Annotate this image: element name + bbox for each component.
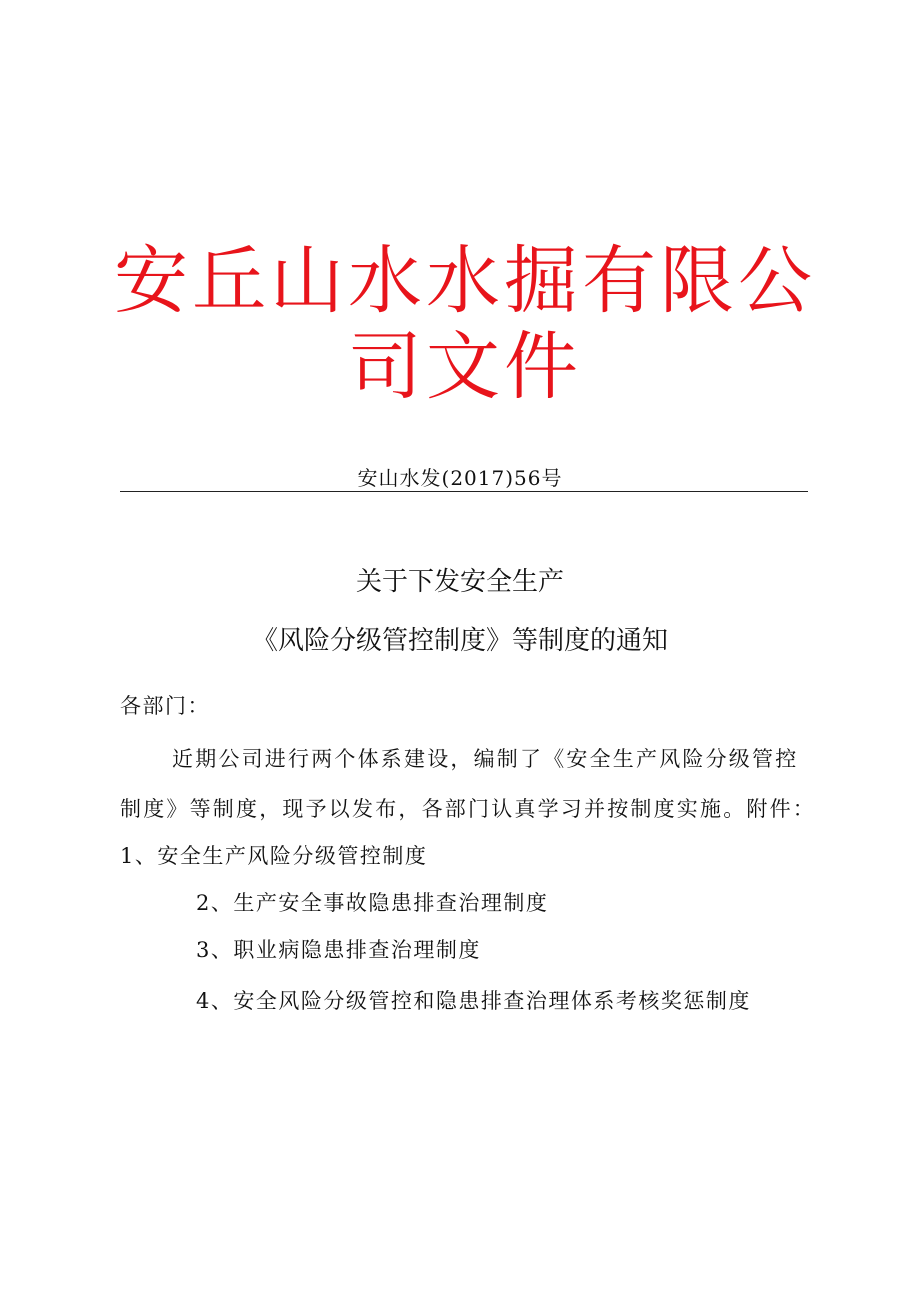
attachment-item: 1、安全生产风险分级管控制度 [120,844,428,868]
notice-title-line-1: 关于下发安全生产 [355,567,564,597]
attachment-item: 3、职业病隐患排查治理制度 [196,938,481,962]
document-number: 安山水发(2017)56号 [357,466,563,490]
document-header-title: 安丘山水水掘有限公司文件 [114,238,816,410]
attachment-item: 2、生产安全事故隐患排查治理制度 [196,891,549,915]
header-divider [120,491,808,492]
attachment-item: 4、安全风险分级管控和隐患排查治理体系考核奖惩制度 [196,989,751,1013]
notice-title-line-2: 《风险分级管控制度》等制度的通知 [251,626,668,656]
body-paragraph-line-1: 近期公司进行两个体系建设，编制了《安全生产风险分级管控 [172,747,799,771]
salutation: 各部门： [120,694,210,718]
body-paragraph-line-2: 制度》等制度，现予以发布，各部门认真学习并按制度实施。附件： [120,797,816,821]
